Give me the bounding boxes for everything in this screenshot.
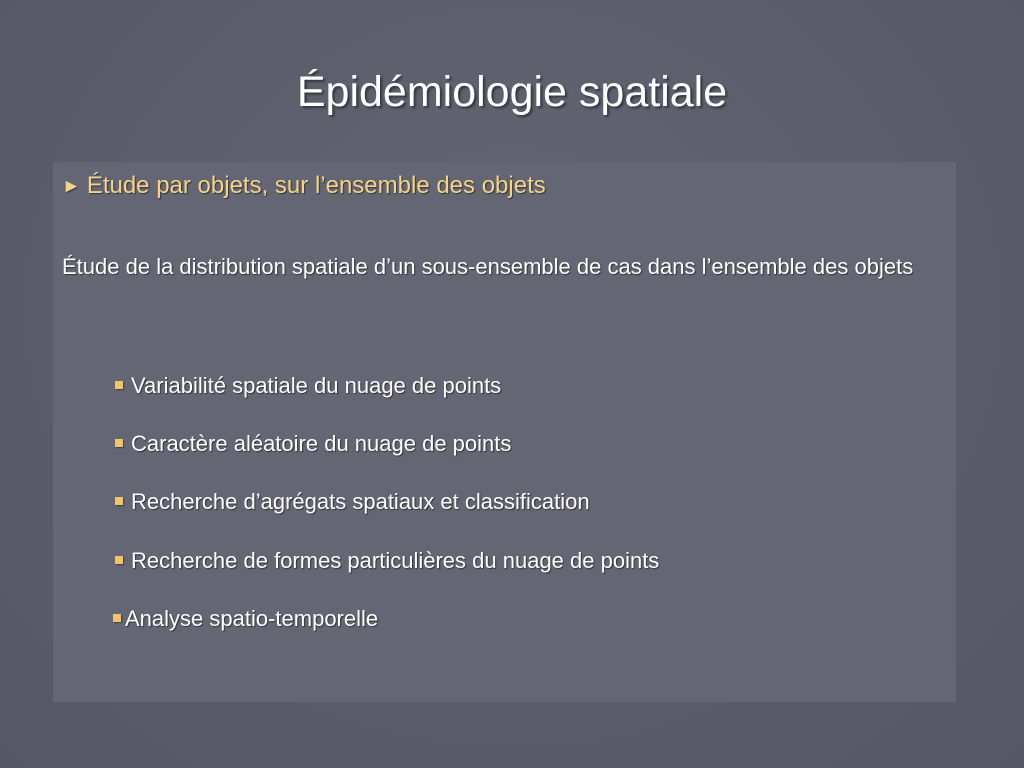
list-item: [113, 604, 378, 634]
list-item: [115, 546, 659, 576]
list-item: [115, 487, 590, 517]
square-bullet-icon: [115, 439, 123, 447]
list-item: [115, 371, 501, 401]
list-item-text: Recherche d’agrégats spatiaux et classification: [131, 489, 590, 514]
section-heading: [62, 170, 546, 203]
square-bullet-icon: [113, 614, 121, 622]
description-paragraph: Étude de la distribution spatiale d’un sous-ensemble de cas dans l’ensemble des objets: [62, 254, 914, 279]
list-item-text: Analyse spatio-temporelle: [125, 606, 379, 631]
square-bullet-icon: [115, 381, 123, 389]
list-item-text: Caractère aléatoire du nuage de points: [131, 431, 512, 456]
square-bullet-icon: [115, 556, 123, 564]
section-heading-text: Étude par objets, sur l’ensemble des objets: [86, 172, 546, 199]
square-bullet-icon: [115, 497, 123, 505]
slide-title: Épidémiologie spatiale: [296, 68, 728, 116]
list-item-text: Variabilité spatiale du nuage de points: [131, 373, 502, 398]
arrow-bullet-icon: ►: [62, 176, 81, 197]
list-item: [115, 429, 511, 459]
list-item-text: Recherche de formes particulières du nuage de points: [131, 548, 660, 573]
